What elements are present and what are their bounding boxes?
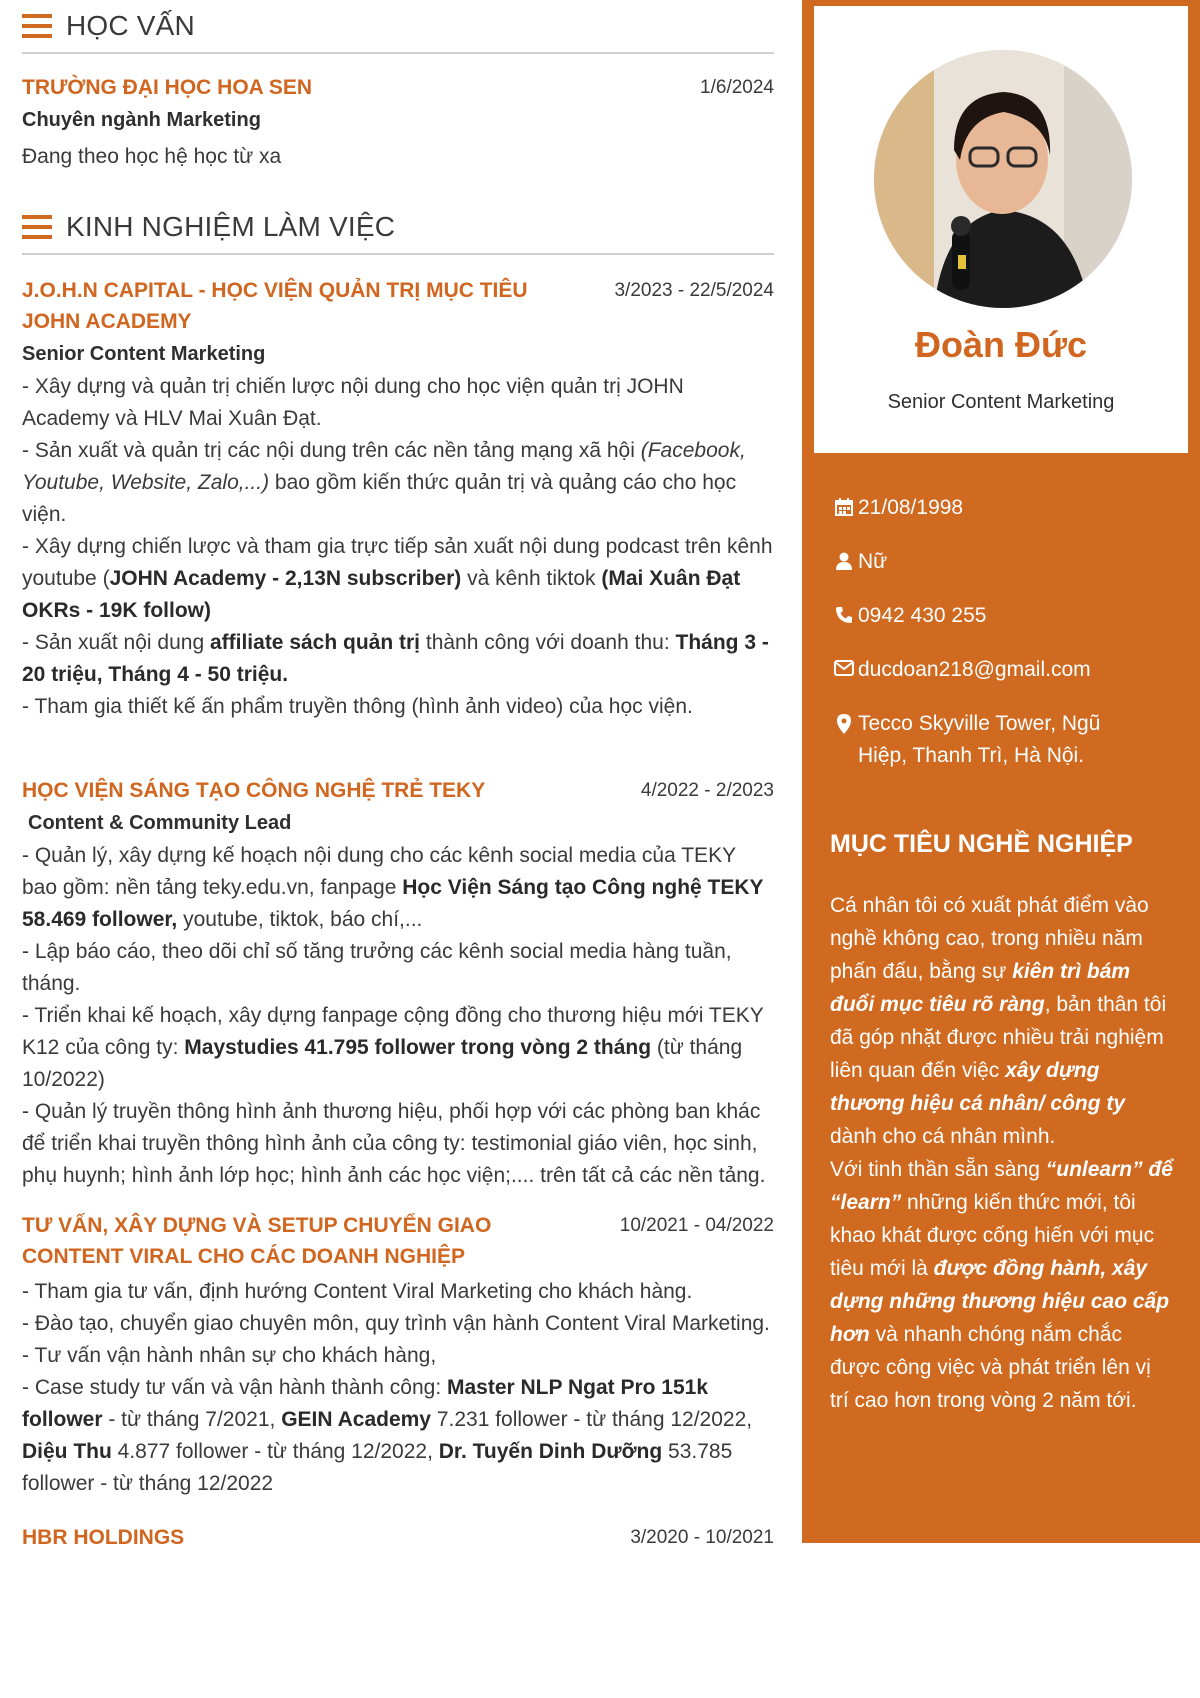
text-run: - từ tháng 7/2021, <box>102 1408 282 1431</box>
education-entry <box>22 72 774 173</box>
email[interactable]: ducdoan218@gmail.com <box>858 658 1091 681</box>
text-run: , bản thân tôi đã góp nhặt được nhiều trải nghiệm liên quan đến việc <box>830 993 1167 1082</box>
text-run: - Đào tạo, chuyển giao chuyên môn, quy trình vận hành Content Viral Marketing. <box>22 1312 770 1335</box>
text-run: và nhanh chóng nắm chắc được công việc và phát triển lên vị trí cao hơn trong vòng 2 năm tới. <box>830 1323 1151 1412</box>
text-run: - Tư vấn vận hành nhân sự cho khách hàng, <box>22 1344 437 1367</box>
bold-text: Tháng 3 - 20 triệu, Tháng 4 - 50 triệu. <box>22 631 769 686</box>
main-column <box>22 0 774 1553</box>
text-run: - Lập báo cáo, theo dõi chỉ số tăng trưởng các kênh social media hàng tuần, tháng. <box>22 940 732 995</box>
birthday-row <box>830 492 1170 524</box>
description-line <box>22 936 774 1000</box>
job-entry <box>22 775 774 1192</box>
description-line <box>22 840 774 936</box>
education-date: 1/6/2024 <box>700 77 774 98</box>
text-run: bao gồm kiến thức quản trị và quảng cáo cho học viện. <box>22 471 737 526</box>
bold-text: “unlearn” để “learn” <box>830 1158 1173 1214</box>
list-icon <box>22 215 52 239</box>
section-title: KINH NGHIỆM LÀM VIỆC <box>66 211 396 242</box>
bold-text: được đồng hành, xây dựng những thương hiệu cao cấp hơn <box>830 1257 1170 1346</box>
profile-name: Đoàn Đức <box>914 324 1088 365</box>
phone-row <box>830 600 1170 632</box>
job-description <box>22 371 774 723</box>
description-line <box>22 1308 774 1340</box>
text-run: youtube, tiktok, báo chí,... <box>177 908 423 931</box>
address: Tecco Skyville Tower, Ngũ Hiệp, Thanh Trì, Hà Nội. <box>858 712 1101 767</box>
profile-title: Senior Content Marketing <box>887 391 1115 413</box>
text-run: - Xây dựng chiến lược và tham gia trực tiếp sản xuất nội dung podcast trên kênh youtube ( <box>22 535 773 590</box>
description-line <box>22 435 774 531</box>
calendar-icon <box>830 492 858 516</box>
text-run: những kiến thức mới, tôi khao khát được cống hiến với mục tiêu mới là <box>830 1191 1155 1280</box>
experience-section-header <box>22 201 774 255</box>
contact-info <box>830 492 1170 794</box>
bold-text: xây dựng thương hiệu cá nhân/ công ty <box>830 1059 1126 1115</box>
description-line <box>22 627 774 691</box>
gender-row <box>830 546 1170 578</box>
text-run: dành cho cá nhân mình. <box>830 1125 1056 1148</box>
school-name: TRƯỜNG ĐẠI HỌC HOA SEN <box>22 76 313 99</box>
bold-text: (Mai Xuân Đạt OKRs - 19K follow) <box>22 567 741 622</box>
major: Chuyên ngành Marketing <box>22 109 261 131</box>
italic-text: (Facebook, Youtube, Website, Zalo,...) <box>22 439 746 494</box>
objective-heading: MỤC TIÊU NGHỀ NGHIỆP <box>830 830 1133 858</box>
section-title: HỌC VẤN <box>66 10 195 41</box>
job-date: 3/2020 - 10/2021 <box>630 1527 774 1548</box>
user-icon <box>830 546 858 570</box>
education-section-header <box>22 0 774 54</box>
job-entry <box>22 275 774 723</box>
profile-card <box>814 6 1188 453</box>
bold-text: GEIN Academy <box>281 1408 431 1431</box>
bold-text: Dr. Tuyến Dinh Dưỡng <box>438 1440 663 1463</box>
company-name: HỌC VIỆN SÁNG TẠO CÔNG NGHỆ TRẺ TEKY <box>22 779 486 802</box>
job-description <box>22 840 774 1192</box>
bold-text: affiliate sách quản trị <box>209 631 421 654</box>
company-name: J.O.H.N CAPITAL - HỌC VIỆN QUẢN TRỊ MỤC TIÊU JOHN ACADEMY <box>22 279 528 333</box>
job-date: 4/2022 - 2/2023 <box>640 780 774 801</box>
description-line <box>22 1372 774 1500</box>
text-run: 7.231 follower - từ tháng 12/2022, <box>430 1408 753 1431</box>
job-role: Content & Community Lead <box>28 812 292 834</box>
bold-text: Diệu Thu <box>22 1440 112 1463</box>
text-run: - Xây dựng và quản trị chiến lược nội dung cho học viện quản trị JOHN Academy và HLV Mai Xuân Đạt. <box>22 375 684 430</box>
text-run: - Triển khai kế hoạch, xây dựng fanpage cộng đồng cho thương hiệu mới TEKY K12 của công ty: <box>22 1004 764 1059</box>
bold-text: Maystudies 41.795 follower trong vòng 2 tháng <box>184 1036 652 1059</box>
text-run: - Sản xuất nội dung <box>22 631 210 654</box>
text-run: 53.785 follower - từ tháng 12/2022 <box>22 1440 733 1495</box>
study-status: Đang theo học hệ học từ xa <box>22 145 282 168</box>
gender: Nữ <box>858 550 888 573</box>
list-icon <box>22 14 52 38</box>
description-line <box>22 531 774 627</box>
email-row <box>830 654 1170 686</box>
company-name: TƯ VẤN, XÂY DỰNG VÀ SETUP CHUYỂN GIAO CONTENT VIRAL CHO CÁC DOANH NGHIỆP <box>22 1214 492 1268</box>
text-run: (từ tháng 10/2022) <box>22 1036 743 1091</box>
text-run: và kênh tiktok <box>461 567 602 590</box>
bold-text: Học Viện Sáng tạo Công nghệ TEKY 58.469 follower, <box>22 876 764 931</box>
text-run: 4.877 follower - từ tháng 12/2022, <box>111 1440 439 1463</box>
job-role: Senior Content Marketing <box>22 343 266 365</box>
text-run: - Quản lý truyền thông hình ảnh thương hiệu, phối hợp với các phòng ban khác để triển khai truyền thông hình ảnh của công ty: testimonial giáo viên, học sinh, phụ huynh; hình ảnh lớp học; hình ảnh các học viện;.... trên tất cả các nền tảng. <box>22 1100 766 1187</box>
text-run: Với tinh thần sẵn sàng <box>830 1158 1046 1181</box>
bold-text: JOHN Academy - 2,13N subscriber) <box>109 567 462 590</box>
description-line <box>22 1000 774 1096</box>
address-row <box>830 708 1170 772</box>
description-line <box>22 691 774 723</box>
text-run: - Tham gia tư vấn, định hướng Content Viral Marketing cho khách hàng. <box>22 1280 693 1303</box>
description-line <box>22 1340 774 1372</box>
description-line <box>22 1096 774 1192</box>
birthday: 21/08/1998 <box>858 496 964 519</box>
description-line <box>22 1276 774 1308</box>
objective-text <box>830 889 1175 1417</box>
job-description <box>22 1276 774 1500</box>
description-line <box>22 371 774 435</box>
phone[interactable]: 0942 430 255 <box>858 604 987 627</box>
bold-text: Master NLP Ngat Pro 151k follower <box>22 1376 709 1431</box>
text-run: - Quản lý, xây dựng kế hoạch nội dung cho các kênh social media của TEKY bao gồm: nền tảng teky.edu.vn, fanpage <box>22 844 736 899</box>
map-marker-icon <box>830 708 858 734</box>
avatar-photo <box>874 50 1132 308</box>
text-run: Cá nhân tôi có xuất phát điểm vào nghề không cao, trong nhiều năm phấn đấu, bằng sự <box>830 894 1149 983</box>
envelope-icon <box>830 654 858 676</box>
job-entry <box>22 1210 774 1500</box>
avatar <box>874 50 1132 308</box>
job-date: 3/2023 - 22/5/2024 <box>614 280 774 301</box>
phone-icon <box>830 600 858 624</box>
text-run: - Case study tư vấn và vận hành thành công: <box>22 1376 447 1399</box>
text-run: - Tham gia thiết kế ấn phẩm truyền thông (hình ảnh video) của học viện. <box>22 695 693 718</box>
job-entry <box>22 1522 774 1553</box>
company-name: HBR HOLDINGS <box>22 1526 185 1549</box>
text-run: thành công với doanh thu: <box>420 631 676 654</box>
job-date: 10/2021 - 04/2022 <box>619 1215 774 1236</box>
bold-text: kiên trì bám đuổi mục tiêu rõ ràng <box>830 960 1131 1016</box>
text-run: - Sản xuất và quản trị các nội dung trên các nền tảng mạng xã hội <box>22 439 641 462</box>
